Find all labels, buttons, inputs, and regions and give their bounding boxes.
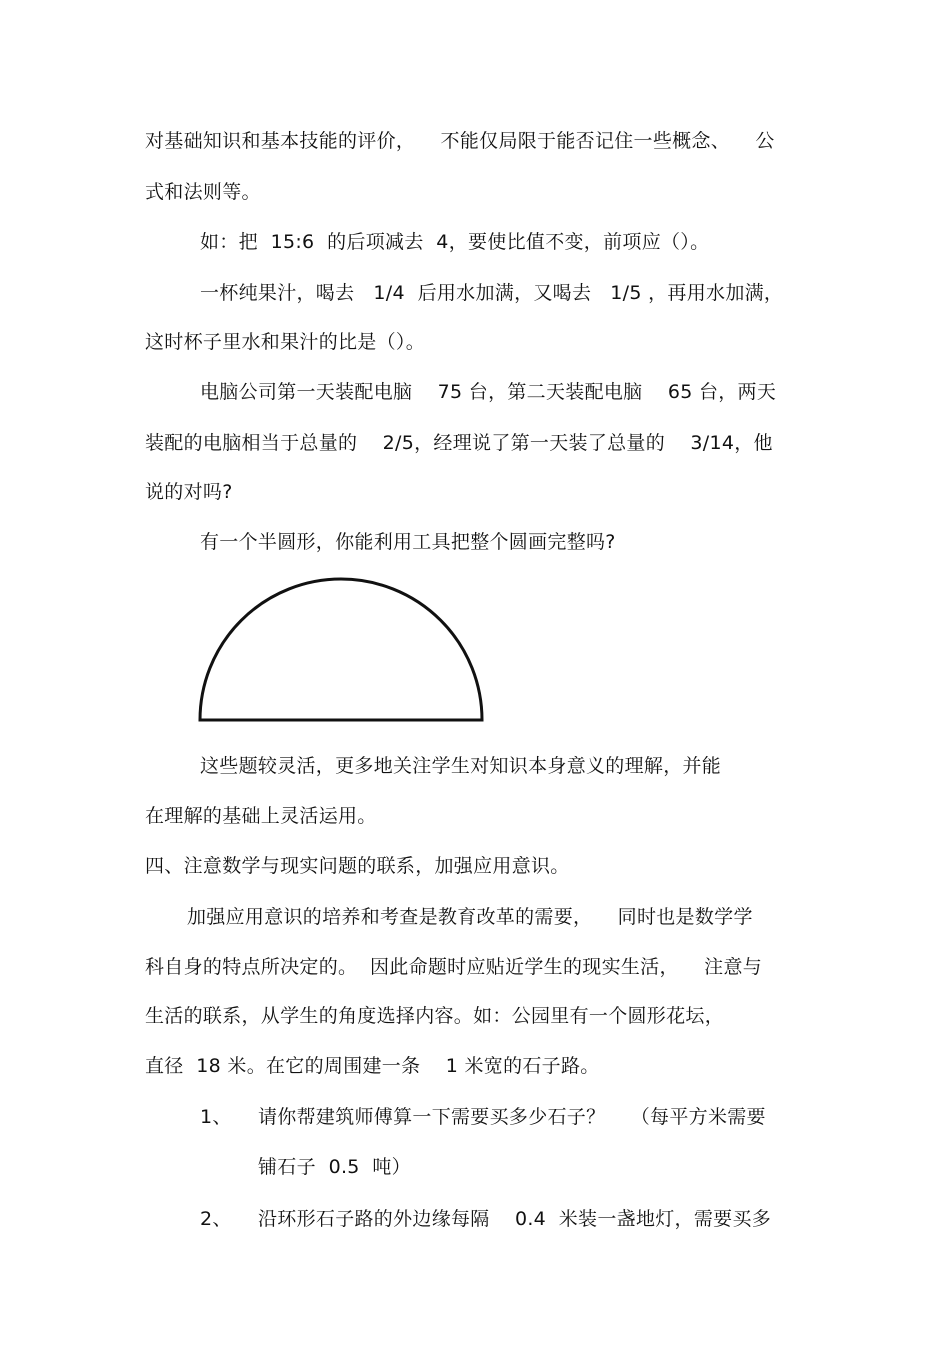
- section-heading: 四、注意数学与现实问题的联系，加强应用意识。: [145, 855, 570, 877]
- list-item-text: 沿环形石子路的外边缘每隔 0.4 米装一盏地灯，需要买多: [258, 1208, 772, 1230]
- list-item-text: 请你帮建筑师傅算一下需要买多少石子？ （每平方米需要: [258, 1106, 766, 1128]
- paragraph-line: 说的对吗?: [145, 481, 233, 503]
- paragraph-line: 这时杯子里水和果汁的比是（）。: [145, 331, 426, 353]
- semicircle-outline: [200, 579, 482, 720]
- paragraph-line: 一杯纯果汁，喝去 1/4 后用水加满，又喝去 1/5 ，再用水加满，: [200, 282, 784, 304]
- paragraph-line: 这些题较灵活，更多地关注学生对知识本身意义的理解，并能: [200, 755, 722, 777]
- paragraph-line: 对基础知识和基本技能的评价， 不能仅局限于能否记住一些概念、 公: [145, 130, 775, 152]
- paragraph-line: 生活的联系，从学生的角度选择内容。如：公园里有一个圆形花坛，: [145, 1005, 725, 1027]
- paragraph-line: 科自身的特点所决定的。 因此命题时应贴近学生的现实生活， 注意与: [145, 956, 763, 978]
- paragraph-line: 电脑公司第一天装配电脑 75 台，第二天装配电脑 65 台，两天: [200, 381, 777, 403]
- paragraph-line: 加强应用意识的培养和考查是教育改革的需要， 同时也是数学学: [187, 906, 753, 928]
- paragraph-line: 装配的电脑相当于总量的 2/5，经理说了第一天装了总量的 3/14，他: [145, 432, 773, 454]
- paragraph-line: 直径 18 米。在它的周围建一条 1 米宽的石子路。: [145, 1055, 600, 1077]
- paragraph-line: 式和法则等。: [145, 181, 261, 203]
- list-item-text: 铺石子 0.5 吨）: [258, 1156, 411, 1178]
- list-item-number: 2、: [200, 1208, 232, 1230]
- paragraph-line: 在理解的基础上灵活运用。: [145, 805, 377, 827]
- paragraph-line: 如：把 15:6 的后项减去 4，要使比值不变，前项应（）。: [200, 231, 710, 253]
- semicircle-figure: [196, 575, 488, 727]
- list-item-number: 1、: [200, 1106, 232, 1128]
- paragraph-line: 有一个半圆形，你能利用工具把整个圆画完整吗?: [200, 531, 616, 553]
